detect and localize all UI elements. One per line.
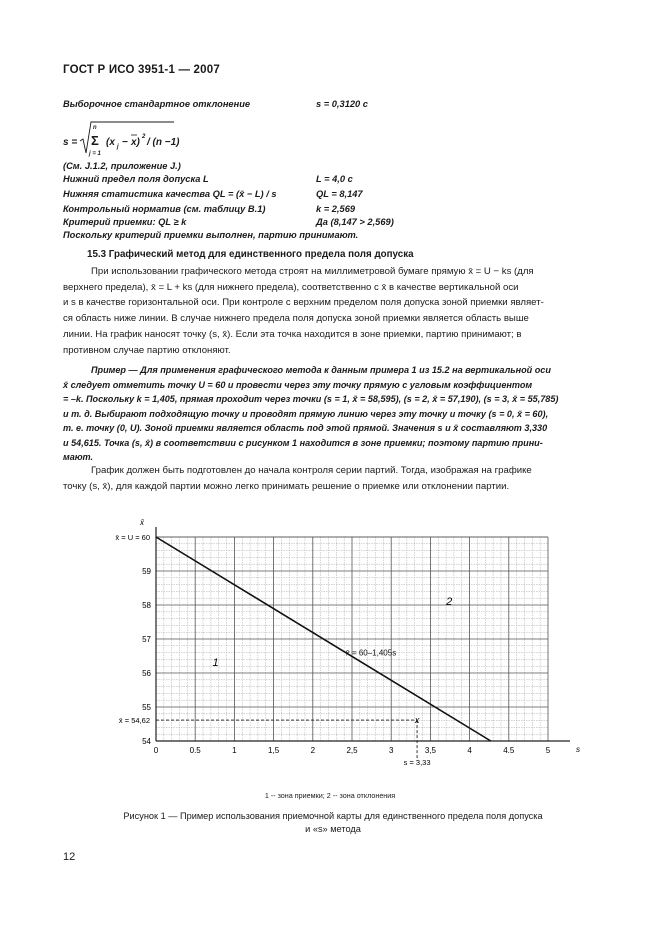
body-line: противном случае партию отклоняют. xyxy=(63,344,231,356)
stats-row-value: k = 2,569 xyxy=(316,204,356,214)
example-block xyxy=(63,363,601,465)
x-tick-label: 4 xyxy=(467,746,472,755)
y-point-annotation: x̄ = 54,62 xyxy=(118,716,150,726)
stats-row-value: L = 4,0 с xyxy=(316,174,353,184)
example-line: Пример — Для применения графического метода к данным примера 1 из 15.2 на вертикальной оси xyxy=(91,365,551,375)
stats-row-value: Да (8,147 > 2,569) xyxy=(316,217,394,227)
svg-text:2: 2 xyxy=(142,134,146,140)
std-formula xyxy=(60,117,190,162)
example-line: мают. xyxy=(63,452,94,462)
grid-major xyxy=(156,537,548,741)
svg-text:j = 1: j = 1 xyxy=(89,151,101,157)
std-value: s = 0,3120 с xyxy=(316,99,368,109)
example-line: и 54,615. Точка (s, x̄) в соответствии с рисунком 1 находится в зоне приемки; поэтому партию прини- xyxy=(63,437,543,448)
example-line: x̄ следует отметить точку U = 60 и провести через эту точку прямую с угловым коэффициентом xyxy=(63,379,533,390)
y-tick-label: 57 xyxy=(142,635,151,644)
y-top-annotation: x̄ = U = 60 xyxy=(115,533,150,542)
y-tick-label: 55 xyxy=(142,703,151,712)
x-tick-label: 3 xyxy=(388,746,394,755)
svg-text:/ (n −1): / (n −1) xyxy=(147,137,180,148)
figure-caption-line2: и «s» метода xyxy=(305,824,361,834)
x-tick-label: 1,5 xyxy=(268,746,280,755)
std-label: Выборочное стандартное отклонение xyxy=(63,99,251,109)
after-example xyxy=(63,463,601,494)
body-line: ся область ниже линии. В случае нижнего предела поля допуска зоной приемки является область выше xyxy=(63,313,529,325)
x-point-annotation: s = 3,33 xyxy=(403,758,431,767)
y-tick-label: 54 xyxy=(142,737,151,746)
stats-ref: (См. J.1.2, приложение J.) xyxy=(63,161,181,171)
page-number: 12 xyxy=(63,851,76,863)
svg-text:n: n xyxy=(93,125,97,131)
y-tick-label: 56 xyxy=(142,669,151,678)
svg-text:x): x) xyxy=(131,137,140,148)
svg-text:s =: s = xyxy=(63,137,78,148)
x-axis-label: s xyxy=(576,745,580,754)
page-header: ГОСТ Р ИСО 3951-1 — 2007 xyxy=(63,64,220,76)
x-tick-label: 1 xyxy=(232,746,237,755)
chart-axes xyxy=(139,518,580,754)
svg-text:j: j xyxy=(117,144,119,150)
x-tick-label: 0.5 xyxy=(189,746,201,755)
zone-reject-label: 2 xyxy=(446,596,453,608)
body-line: и s в качестве горизонтальной оси. При контроле с верхним пределом поля допуска зоной приемки являет- xyxy=(63,297,544,309)
stats-row-value: QL = 8,147 xyxy=(316,189,363,199)
figure-legend: 1 -- зона приемки; 2 -- зона отклонения xyxy=(264,791,396,800)
acceptance-chart xyxy=(95,510,595,770)
example-line: и т. д. Выбирают подходящую точку и проводят прямую линию через эту точку и точку (s = 0, x̄ = 60), xyxy=(63,408,549,419)
svg-text:Σ: Σ xyxy=(91,133,99,148)
stats-row-label: Критерий приемки: QL ≥ k xyxy=(63,217,187,227)
x-tick-label: 3,5 xyxy=(424,746,436,755)
x-tick-label: 2,5 xyxy=(346,746,358,755)
y-axis-label: x̄ xyxy=(140,518,144,527)
y-tick-label: 59 xyxy=(142,567,151,576)
body-line: линии. На график наносят точку (s, x̄). Если эта точка находится в зоне приемки, партию принимают; в xyxy=(63,328,522,340)
x-tick-label: 4.5 xyxy=(503,746,515,755)
x-tick-label: 0 xyxy=(153,746,159,755)
stats-row-label: Нижний предел поля допуска L xyxy=(63,174,209,184)
section-body xyxy=(63,264,601,358)
stats-conclusion: Поскольку критерий приемки выполнен, партию принимают. xyxy=(63,230,359,240)
body-line: точку (s, x̄), для каждой партии можно легко принимать решение о приемке или отклонении партии. xyxy=(63,480,510,492)
y-tick-label: 58 xyxy=(142,601,151,610)
svg-text:(x: (x xyxy=(106,137,115,148)
zone-accept-label: 1 xyxy=(212,657,219,670)
line-label: x̄ = 60–1,405s xyxy=(345,648,397,658)
lot-point-marker: x xyxy=(414,715,420,726)
body-line: верхнего предела), x̄ = L + ks (для нижнего предела), соответственно с x̄ в качестве вертикальной оси xyxy=(63,281,519,293)
body-line: При использовании графического метода строят на миллиметровой бумаге прямую x̄ = U − ks (для xyxy=(91,266,534,277)
body-line: График должен быть подготовлен до начала контроля серии партий. Тогда, изображая на графике xyxy=(91,465,532,476)
x-tick-label: 2 xyxy=(310,746,316,755)
stats-row-label: Нижняя статистика качества QL = (x̄ − L) / s xyxy=(63,189,277,199)
example-line: т. е. точку (0, U). Зоной приемки является область под этой прямой. Значения s и x̄ составляют 3,330 xyxy=(63,423,548,433)
x-tick-label: 5 xyxy=(545,746,551,755)
svg-text:−: − xyxy=(122,137,128,148)
stats-row-label: Контрольный норматив (см. таблицу В.1) xyxy=(63,204,266,214)
section-title: 15.3 Графический метод для единственного предела поля допуска xyxy=(87,249,414,260)
example-line: = –k. Поскольку k = 1,405, прямая проходит через точки (s = 1, x̄ = 58,595), (s = 2, x̄ = 57,190), (s = 3, x̄ = 55,785) xyxy=(63,394,559,404)
figure-caption-line1: Рисунок 1 — Пример использования приемочной карты для единственного предела поля допуска xyxy=(123,811,543,821)
